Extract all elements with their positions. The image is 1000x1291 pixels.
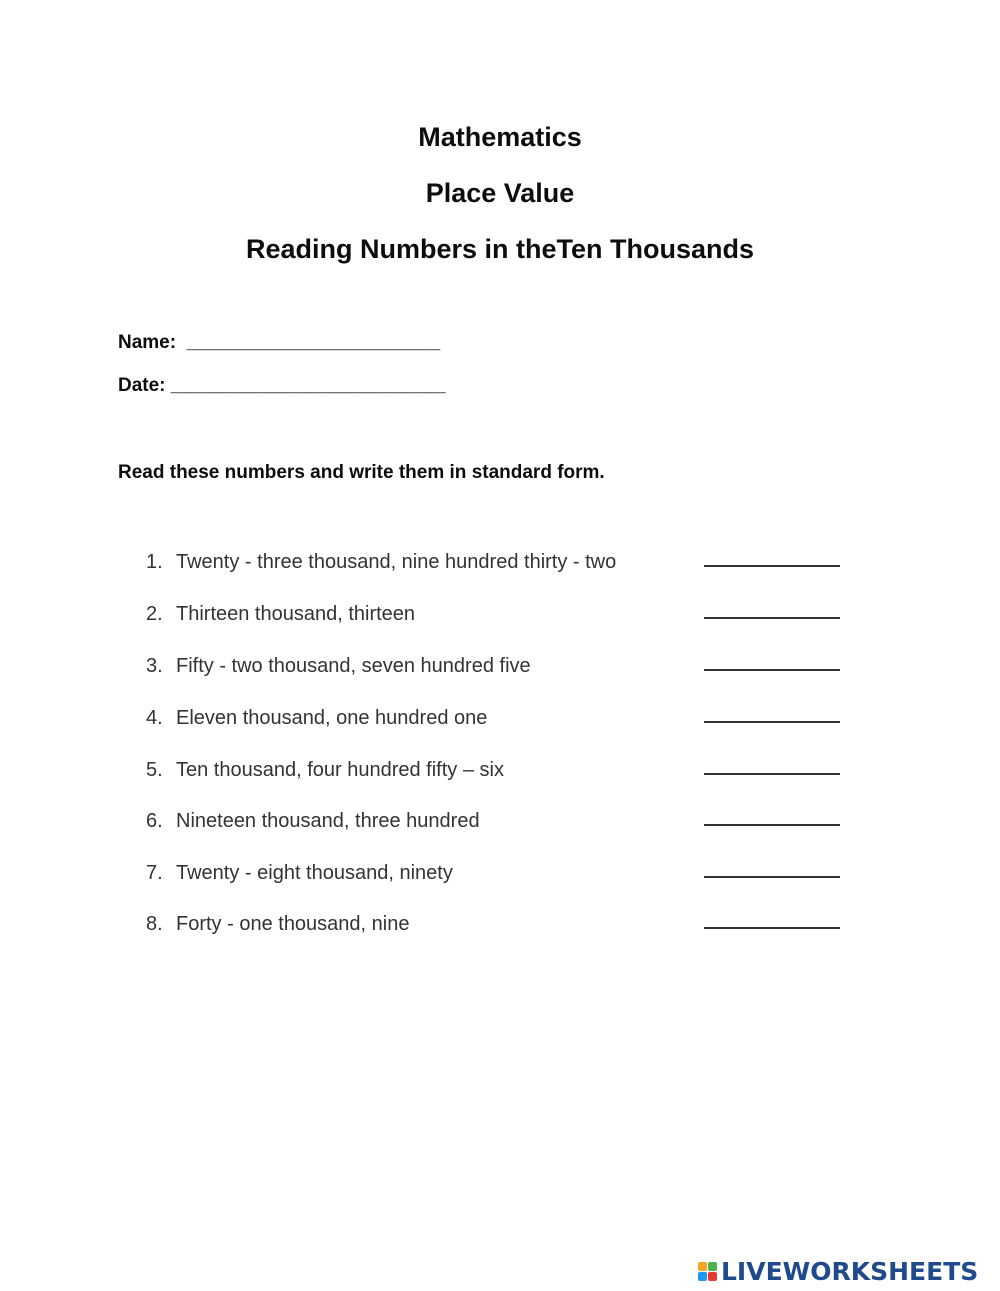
question-item bbox=[146, 760, 846, 786]
question-text: Twenty - three thousand, nine hundred thirty - two bbox=[176, 551, 617, 573]
question-number: 4. bbox=[146, 707, 163, 729]
question-number: 1. bbox=[146, 551, 163, 573]
logo-square bbox=[708, 1272, 717, 1281]
instructions: Read these numbers and write them in standard form. bbox=[118, 462, 605, 483]
answer-blank[interactable] bbox=[704, 773, 840, 775]
answer-blank[interactable] bbox=[704, 927, 840, 929]
subject-title: Mathematics bbox=[418, 122, 582, 152]
answer-blank[interactable] bbox=[704, 824, 840, 826]
question-number: 3. bbox=[146, 655, 163, 677]
answer-blank[interactable] bbox=[704, 876, 840, 878]
answer-blank[interactable] bbox=[704, 617, 840, 619]
question-number: 7. bbox=[146, 862, 163, 884]
question-item bbox=[146, 863, 846, 889]
question-item bbox=[146, 708, 846, 734]
question-number: 2. bbox=[146, 603, 163, 625]
logo-mark-icon bbox=[698, 1262, 717, 1281]
question-text: Ten thousand, four hundred fifty – six bbox=[176, 759, 504, 781]
name-field[interactable]: Name: ________________________ bbox=[118, 332, 441, 353]
logo-square bbox=[698, 1262, 707, 1271]
answer-blank[interactable] bbox=[704, 669, 840, 671]
question-item bbox=[146, 552, 846, 578]
lesson-title: Reading Numbers in theTen Thousands bbox=[245, 234, 755, 264]
question-number: 5. bbox=[146, 759, 163, 781]
question-text: Eleven thousand, one hundred one bbox=[176, 707, 488, 729]
question-item bbox=[146, 604, 846, 630]
logo-square bbox=[698, 1272, 707, 1281]
question-item bbox=[146, 811, 846, 837]
question-text: Nineteen thousand, three hundred bbox=[176, 810, 480, 832]
date-field[interactable]: Date: __________________________ bbox=[118, 375, 446, 396]
question-number: 6. bbox=[146, 810, 163, 832]
topic-title: Place Value bbox=[425, 178, 575, 208]
question-text: Fifty - two thousand, seven hundred five bbox=[176, 655, 531, 677]
answer-blank[interactable] bbox=[704, 721, 840, 723]
question-text: Thirteen thousand, thirteen bbox=[176, 603, 416, 625]
answer-blank[interactable] bbox=[704, 565, 840, 567]
question-item bbox=[146, 914, 846, 940]
liveworksheets-logo bbox=[698, 1257, 978, 1285]
question-number: 8. bbox=[146, 913, 163, 935]
question-text: Twenty - eight thousand, ninety bbox=[176, 862, 453, 884]
logo-square bbox=[708, 1262, 717, 1271]
logo-text: LIVEWORKSHEETS bbox=[721, 1256, 979, 1286]
question-text: Forty - one thousand, nine bbox=[176, 913, 410, 935]
question-item bbox=[146, 656, 846, 682]
